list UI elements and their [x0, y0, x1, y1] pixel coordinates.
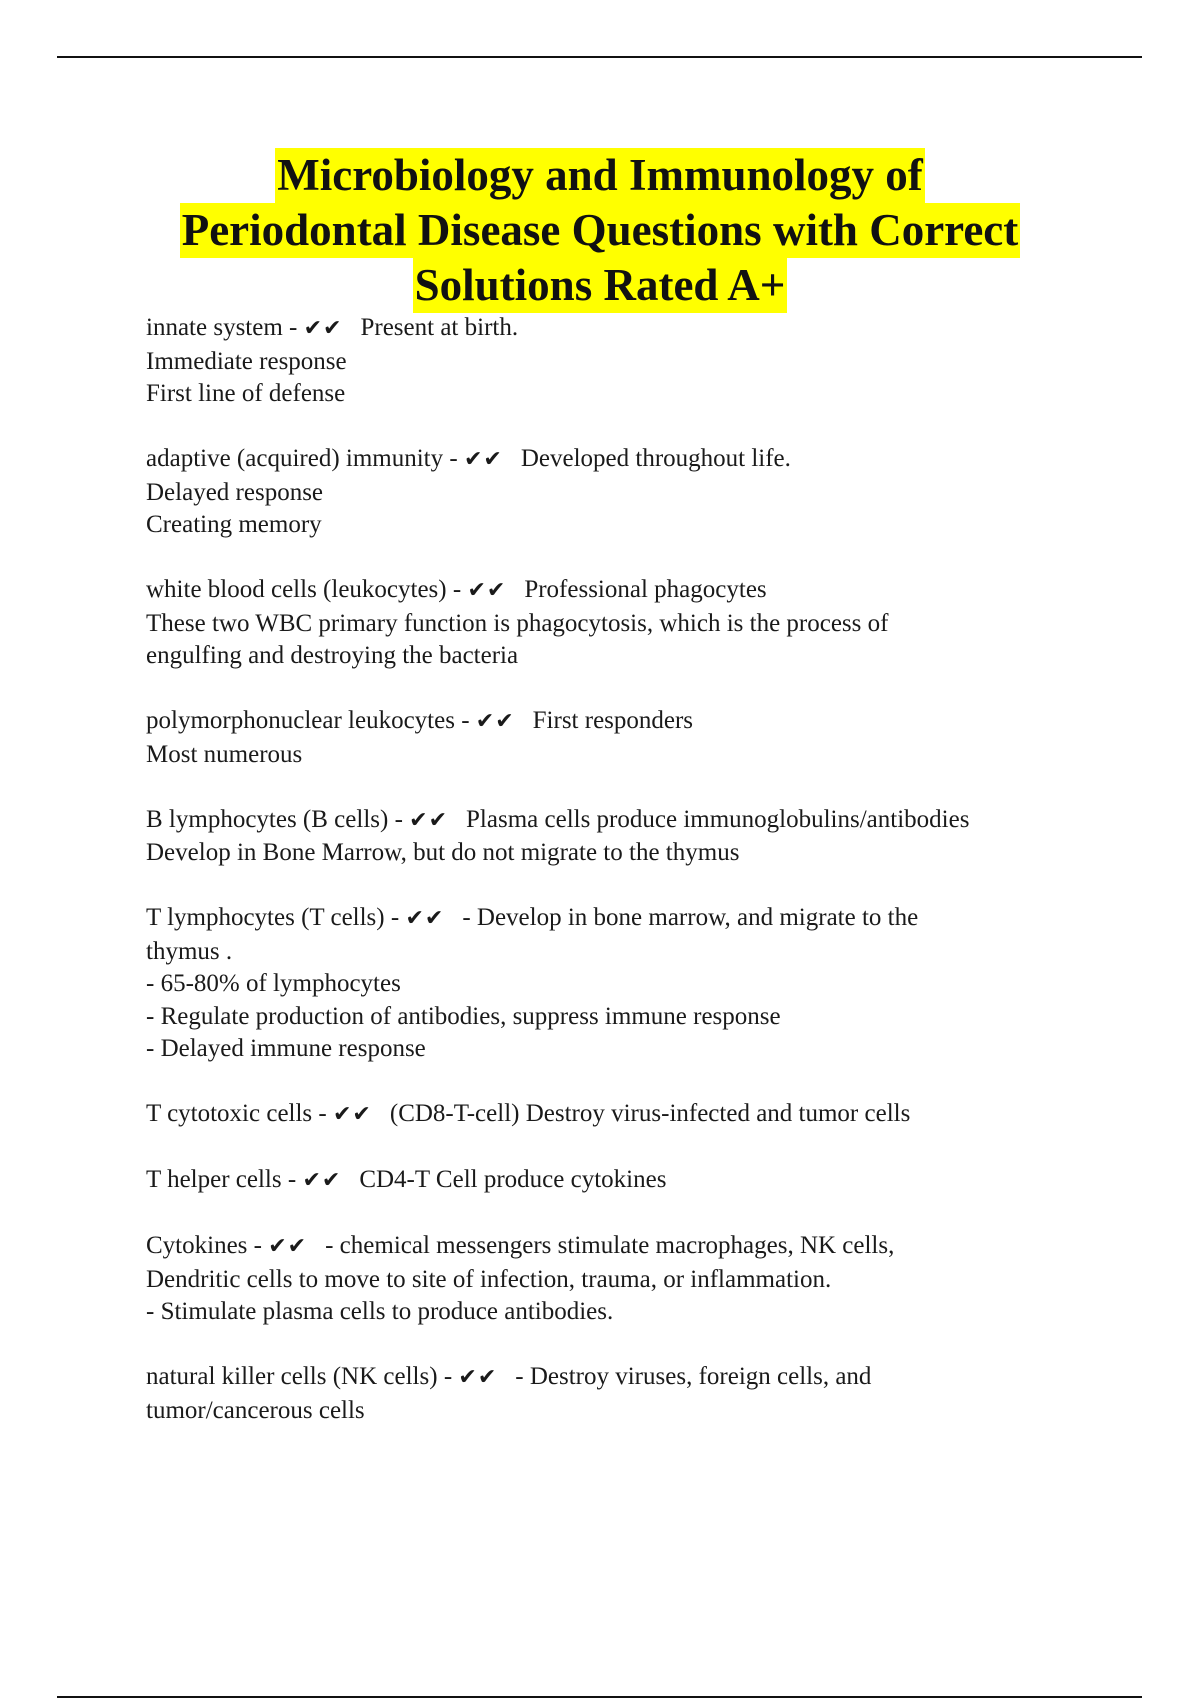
- checkmark-icon: ✔✔: [303, 316, 343, 341]
- entry-definition: CD4-T Cell produce cytokines: [359, 1166, 667, 1193]
- entry-term: innate system: [146, 314, 283, 341]
- entry-separator: -: [443, 445, 464, 472]
- entry-detail-line: Delayed response: [146, 478, 324, 506]
- entry-term: T lymphocytes (T cells): [146, 904, 385, 931]
- entry-first-line: [146, 902, 1146, 936]
- qa-entry: [146, 312, 1146, 411]
- entry-detail-line: Creating memory: [146, 511, 322, 538]
- qa-list: [146, 312, 1146, 1460]
- entry-term: adaptive (acquired) immunity: [146, 445, 444, 472]
- entry-first-line: [146, 312, 1146, 346]
- entry-first-line: [146, 1361, 1146, 1395]
- entry-detail-line: - 65-80% of lymphocytes: [146, 970, 401, 997]
- qa-entry: [146, 574, 1146, 673]
- entry-definition: Professional phagocytes: [524, 576, 767, 603]
- entry-first-line: [146, 705, 1146, 739]
- entry-separator: -: [282, 314, 304, 341]
- entry-term: T cytotoxic cells: [146, 1100, 313, 1127]
- entry-separator: -: [437, 1363, 459, 1390]
- entry-separator: -: [281, 1166, 303, 1193]
- checkmark-icon: ✔✔: [268, 1234, 308, 1259]
- entry-detail-line: tumor/cancerous cells: [146, 1396, 365, 1424]
- entry-term: polymorphonuclear leukocytes: [146, 707, 455, 734]
- entry-detail-line: engulfing and destroying the bacteria: [146, 642, 519, 669]
- entry-detail-line: These two WBC primary function is phagocytosis, which is the process of: [146, 609, 889, 637]
- entry-first-line: [146, 1098, 1146, 1132]
- entry-term: T helper cells: [146, 1166, 282, 1193]
- entry-detail-line: Develop in Bone Marrow, but do not migrate to the thymus: [146, 839, 740, 866]
- qa-entry: [146, 705, 1146, 771]
- qa-entry: [146, 1230, 1146, 1329]
- qa-entry: [146, 1098, 1146, 1132]
- entry-detail-line: - Stimulate plasma cells to produce antibodies.: [146, 1298, 614, 1325]
- entry-term: B lymphocytes (B cells): [146, 805, 389, 833]
- entry-definition: First responders: [532, 707, 694, 734]
- entry-detail-line: - Delayed immune response: [146, 1035, 426, 1062]
- entry-definition: Developed throughout life.: [520, 445, 791, 472]
- entry-term: Cytokines: [146, 1232, 248, 1259]
- entry-detail-line: thymus .: [146, 937, 233, 965]
- checkmark-icon: ✔✔: [467, 578, 507, 603]
- entry-first-line: [146, 1230, 1146, 1264]
- entry-term: white blood cells (leukocytes): [146, 576, 447, 603]
- entry-definition: - Develop in bone marrow, and migrate to the: [462, 904, 919, 931]
- entry-detail-line: Most numerous: [146, 740, 303, 768]
- entry-detail-line: Dendritic cells to move to site of infection, trauma, or inflammation.: [146, 1265, 832, 1293]
- entry-separator: -: [454, 707, 476, 734]
- checkmark-icon: ✔✔: [458, 1365, 498, 1390]
- checkmark-icon: ✔✔: [463, 447, 503, 472]
- entry-separator: -: [388, 805, 410, 833]
- entry-separator: -: [247, 1232, 269, 1259]
- entry-separator: -: [384, 904, 406, 931]
- entry-first-line: [146, 443, 1146, 477]
- entry-definition: - chemical messengers stimulate macrophages, NK cells,: [325, 1232, 895, 1259]
- entry-definition: - Destroy viruses, foreign cells, and: [515, 1363, 872, 1390]
- document-title: [0, 148, 1200, 313]
- checkmark-icon: ✔✔: [302, 1168, 342, 1193]
- checkmark-icon: ✔✔: [409, 807, 449, 833]
- entry-first-line: [146, 804, 1146, 838]
- entry-detail-line: Immediate response: [146, 347, 347, 375]
- entry-separator: -: [312, 1100, 333, 1127]
- checkmark-icon: ✔✔: [333, 1102, 372, 1127]
- entry-definition: Plasma cells produce immunoglobulins/antibodies: [466, 805, 970, 833]
- entry-term: natural killer cells (NK cells): [146, 1363, 438, 1390]
- checkmark-icon: ✔✔: [405, 906, 445, 931]
- qa-entry: [146, 1361, 1146, 1427]
- qa-entry: [146, 1164, 1146, 1198]
- qa-entry: [146, 443, 1146, 542]
- entry-definition: (CD8-T-cell) Destroy virus-infected and tumor cells: [389, 1100, 911, 1127]
- bottom-rule: [57, 1696, 1142, 1698]
- entry-separator: -: [446, 576, 468, 603]
- qa-entry: [146, 902, 1146, 1066]
- entry-detail-line: First line of defense: [146, 380, 346, 407]
- entry-detail-line: - Regulate production of antibodies, suppress immune response: [146, 1002, 781, 1030]
- checkmark-icon: ✔✔: [475, 709, 515, 734]
- top-rule: [57, 56, 1142, 58]
- entry-definition: Present at birth.: [360, 314, 519, 341]
- entry-first-line: [146, 1164, 1146, 1198]
- entry-first-line: [146, 574, 1146, 608]
- qa-entry: [146, 804, 1146, 870]
- title-line-3: Solutions Rated A+: [413, 258, 788, 313]
- title-line-2: Periodontal Disease Questions with Correct: [180, 203, 1021, 258]
- title-line-1: Microbiology and Immunology of: [275, 148, 924, 203]
